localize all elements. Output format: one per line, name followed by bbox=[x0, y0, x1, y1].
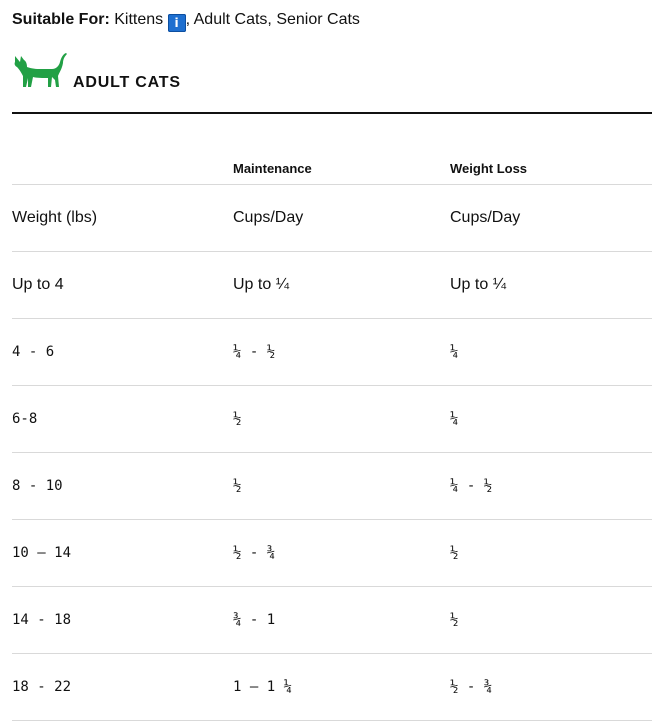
suitable-for-rest: , Adult Cats, Senior Cats bbox=[185, 11, 360, 28]
table-header-row bbox=[12, 118, 652, 185]
maintenance-cell: ½ - ¾ bbox=[233, 545, 276, 561]
maintenance-cell: ¾ - 1 bbox=[233, 612, 276, 628]
table-row bbox=[12, 654, 652, 721]
table-row bbox=[12, 520, 652, 587]
header-weight-loss: Weight Loss bbox=[450, 161, 528, 176]
maintenance-cell: ¼ - ½ bbox=[233, 344, 276, 360]
maintenance-cell: Up to ¼ bbox=[233, 276, 290, 293]
section-header bbox=[12, 50, 652, 114]
unit-weight: Weight (lbs) bbox=[12, 209, 98, 226]
table-row bbox=[12, 386, 652, 453]
maintenance-cell: ½ bbox=[233, 411, 242, 427]
table-row bbox=[12, 587, 652, 654]
suitable-for-kittens: Kittens bbox=[114, 11, 164, 28]
table-row bbox=[12, 453, 652, 520]
weight-cell: 14 - 18 bbox=[12, 612, 72, 628]
table-row bbox=[12, 252, 652, 319]
weight-loss-cell: ½ bbox=[450, 612, 459, 628]
maintenance-cell: 1 – 1 ¼ bbox=[233, 679, 293, 695]
maintenance-cell: ½ bbox=[233, 478, 242, 494]
weight-cell: 10 – 14 bbox=[12, 545, 72, 561]
weight-cell: 4 - 6 bbox=[12, 344, 55, 360]
table-row bbox=[12, 319, 652, 386]
weight-loss-cell: ¼ - ½ bbox=[450, 478, 493, 494]
weight-loss-cell: ¼ bbox=[450, 344, 459, 360]
weight-loss-cell: ¼ bbox=[450, 411, 459, 427]
weight-loss-cell: ½ bbox=[450, 545, 459, 561]
weight-loss-cell: ½ - ¾ bbox=[450, 679, 493, 695]
weight-cell: 18 - 22 bbox=[12, 679, 72, 695]
weight-loss-cell: Up to ¼ bbox=[450, 276, 507, 293]
unit-maintenance: Cups/Day bbox=[233, 209, 304, 226]
section-title: ADULT CATS bbox=[73, 74, 181, 91]
table-units-row bbox=[12, 185, 652, 252]
cat-icon bbox=[12, 50, 68, 90]
info-icon[interactable]: i bbox=[168, 14, 186, 32]
weight-cell: Up to 4 bbox=[12, 276, 64, 293]
suitable-for-label: Suitable For: bbox=[12, 11, 110, 28]
feeding-table bbox=[12, 118, 652, 721]
header-maintenance: Maintenance bbox=[233, 161, 312, 176]
suitable-for-line bbox=[12, 10, 360, 32]
weight-cell: 8 - 10 bbox=[12, 478, 63, 494]
weight-cell: 6-8 bbox=[12, 411, 38, 427]
unit-weight-loss: Cups/Day bbox=[450, 209, 521, 226]
